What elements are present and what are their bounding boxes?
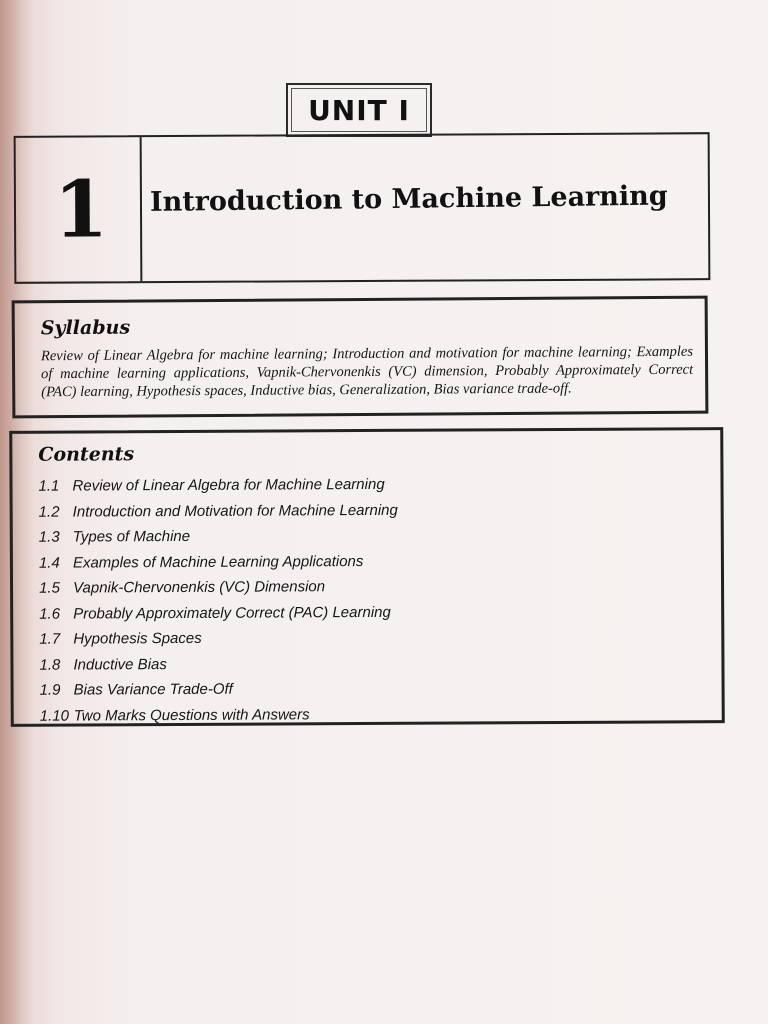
contents-item: [39, 521, 709, 550]
contents-box: [9, 427, 725, 727]
contents-item-number: 1.10: [39, 707, 69, 725]
contents-item-number: 1.6: [39, 605, 61, 623]
contents-item-title: Review of Linear Algebra for Machine Learning: [72, 475, 385, 495]
contents-item-title: Hypothesis Spaces: [73, 629, 202, 648]
chapter-header: [14, 132, 711, 284]
contents-item-title: Two Marks Questions with Answers: [73, 705, 310, 725]
contents-item-title: Bias Variance Trade-Off: [73, 680, 233, 699]
contents-item-title: Types of Machine: [72, 527, 191, 546]
syllabus-text: Review of Linear Algebra for machine learning; Introduction and motivation for machine learning; Examples of machine learning applications, Vapnik-Chervonenkis (VC) dimension, Probably Approximately Correct (PAC) learning, Hypothesis spaces, Inductive bias, Generalization, Bias variance trade-off.: [40, 343, 694, 401]
contents-item-number: 1.7: [39, 630, 61, 648]
contents-item-number: 1.5: [39, 579, 60, 597]
contents-item: [39, 547, 709, 576]
contents-item-number: 1.8: [39, 656, 61, 674]
syllabus-box: [12, 296, 709, 419]
chapter-title: Introduction to Machine Learning: [149, 180, 668, 218]
contents-item: [39, 598, 709, 627]
syllabus-heading: Syllabus: [40, 316, 131, 340]
contents-heading: Contents: [38, 443, 135, 466]
contents-item-number: 1.9: [39, 681, 61, 699]
contents-item-title: Inductive Bias: [73, 655, 167, 674]
contents-item: [40, 674, 710, 703]
contents-item: [38, 470, 708, 499]
contents-item: [39, 623, 709, 652]
contents-item: [39, 496, 709, 525]
contents-item-title: Vapnik-Chervonenkis (VC) Dimension: [73, 578, 326, 597]
contents-item-number: 1.1: [38, 477, 60, 495]
contents-item-title: Probably Approximately Correct (PAC) Learning: [73, 603, 391, 623]
contents-item-number: 1.3: [38, 528, 60, 546]
contents-item: [39, 572, 709, 601]
contents-item: [40, 700, 710, 729]
contents-item-title: Examples of Machine Learning Applications: [72, 552, 364, 572]
contents-item-number: 1.4: [38, 554, 60, 572]
contents-item: [39, 649, 709, 678]
contents-item-number: 1.2: [38, 503, 60, 521]
contents-item-title: Introduction and Motivation for Machine Learning: [72, 501, 398, 521]
unit-label: UNIT I: [286, 83, 432, 137]
chapter-number: 1: [16, 137, 143, 282]
contents-list: [38, 470, 709, 729]
